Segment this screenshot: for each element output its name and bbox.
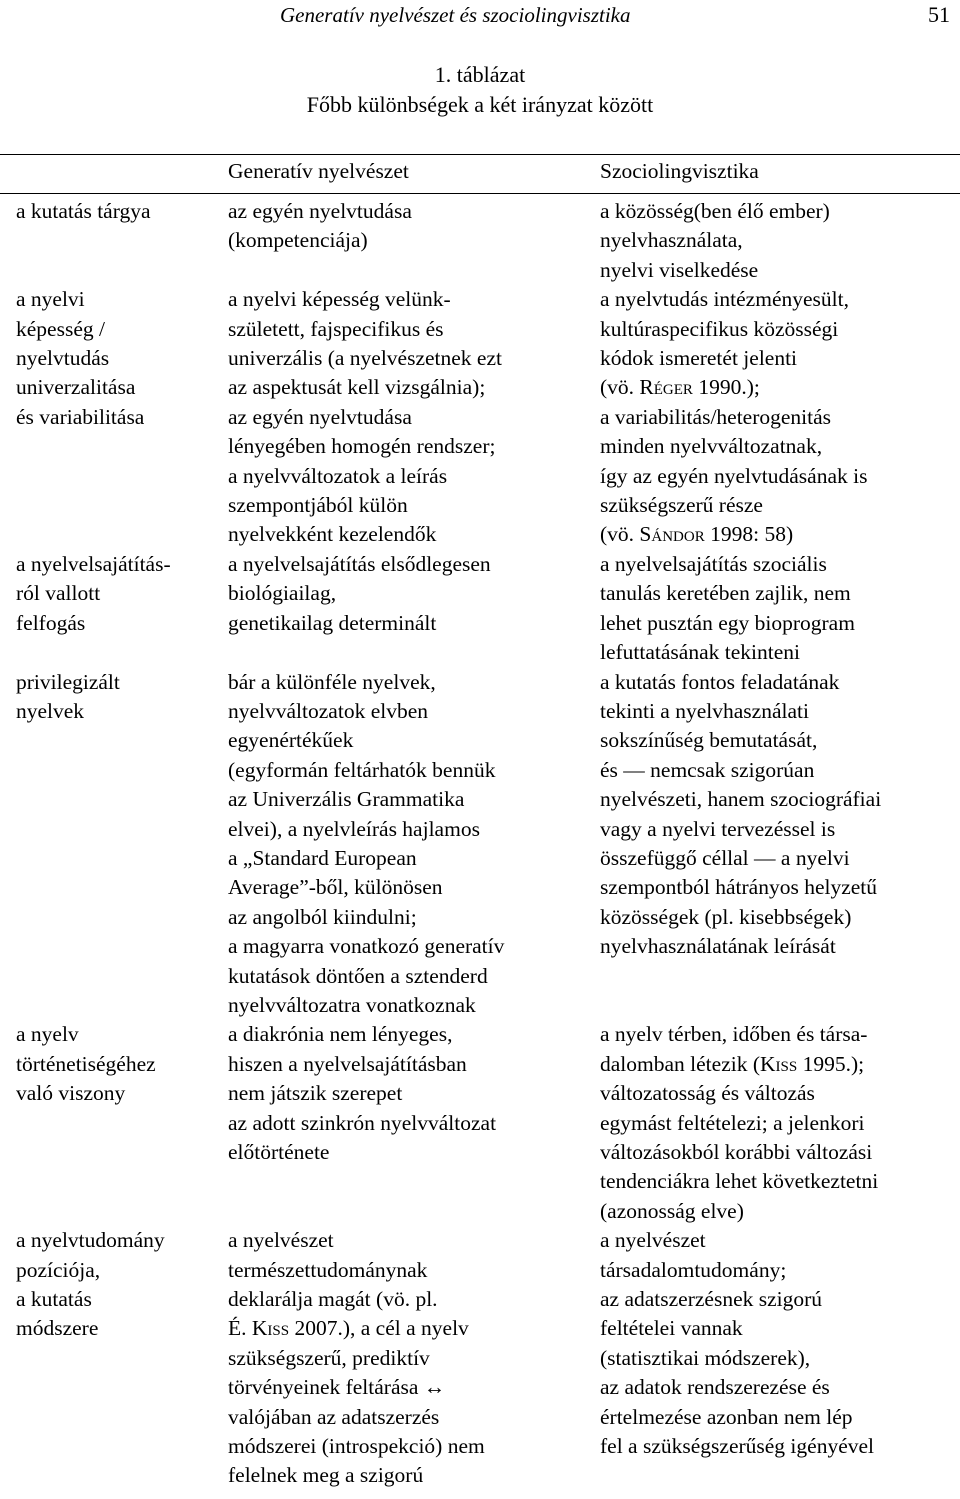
cell-line: nyelvhasználatának leírását [600,934,836,959]
cell-line: a nyelvi [16,287,85,312]
cell-line: a nyelvtudomány [16,1228,165,1253]
cell-line: a nyelvelsajátítás szociális [600,551,827,576]
cell-socio [592,285,960,550]
cell-line: természettudománynak [228,1257,428,1282]
cell-line: É. Kiss 2007.), a cél a nyelv [228,1316,469,1341]
table-caption [0,60,960,120]
table-row [0,285,960,550]
cell-line: dalomban létezik (Kiss 1995.); [600,1051,865,1076]
cell-line: tendenciákra lehet következtetni [600,1169,879,1194]
cell-topic [0,1020,220,1226]
cell-line: a nyelvtudás intézményesült, [600,287,849,312]
cell-line: született, fajspecifikus és [228,316,444,341]
cell-line: tekinti a nyelvhasználati [600,698,809,723]
cell-line: Average”-ből, különösen [228,875,443,900]
cell-line: törvényeinek feltárása ↔ [228,1375,446,1400]
cell-line: a nyelv [16,1022,79,1047]
cell-line: (vö. Sándor 1998: 58) [600,522,794,547]
cell-line: feltételei vannak [600,1316,743,1341]
cell-line: a variabilitás/heterogenitás [600,404,832,429]
cell-generative [220,550,592,668]
cell-line: szükségszerű része [600,493,763,518]
cell-line: összefüggő céllal — a nyelvi [600,845,850,870]
cell-line: kultúraspecifikus közösségi [600,316,839,341]
cell-line: genetikailag determinált [228,610,437,635]
cell-line: felelnek meg a szigorú [228,1463,424,1488]
cell-line: (azonosság elve) [600,1198,744,1223]
cell-line: történetiségéhez [16,1051,156,1076]
cell-line: a nyelvelsajátítás- [16,551,171,576]
cell-line: szempontjából külön [228,493,408,518]
cell-line: és variabilitása [16,404,145,429]
running-header [0,0,960,30]
cell-line: az angolból kiindulni; [228,904,417,929]
cell-line: nyelvtudás [16,346,110,371]
cell-line: elvei), a nyelvleírás hajlamos [228,816,480,841]
cell-line: a magyarra vonatkozó generatív [228,934,505,959]
cell-line: az egyén nyelvtudása [228,404,412,429]
cell-line: nyelvekként kezelendők [228,522,437,547]
cell-line: (kompetenciája) [228,228,368,253]
cell-line: lényegében homogén rendszer; [228,434,496,459]
cell-topic [0,194,220,286]
cell-topic [0,285,220,550]
cell-line: közösségek (pl. kisebbségek) [600,904,852,929]
cell-line: nyelvészeti, hanem szociográfiai [600,787,882,812]
cell-generative [220,285,592,550]
cell-line: (vö. Réger 1990.); [600,375,760,400]
column-header-topic [0,155,220,194]
cell-line: társadalomtudomány; [600,1257,787,1282]
cell-line: értelmezése azonban nem lép [600,1404,853,1429]
cell-line: az adott szinkrón nyelvváltozat [228,1110,497,1135]
cell-line: nyelvi viselkedése [600,257,759,282]
cell-line: minden nyelvváltozatnak, [600,434,823,459]
cell-line: a közösség(ben élő ember) [600,199,830,223]
table-row [0,668,960,1021]
cell-line: változásokból korábbi változási [600,1140,873,1164]
cell-line: a „Standard European [228,845,417,870]
cell-line: a kutatás [16,1287,92,1312]
cell-line: deklarálja magát (vö. pl. [228,1287,438,1312]
cell-line: biológiailag, [228,581,337,606]
cell-generative [220,668,592,1021]
cell-topic [0,668,220,1021]
page-number: 51 [928,2,950,27]
cell-line: a kutatás fontos feladatának [600,669,840,694]
cell-line: szempontból hátrányos helyzetű [600,875,878,900]
cell-line: lehet pusztán egy bioprogram [600,610,855,635]
table-row [0,1020,960,1226]
cell-line: sokszínűség bemutatását, [600,728,818,753]
cell-line: bár a különféle nyelvek, [228,669,436,694]
table-number: 1. táblázat [434,62,526,87]
cell-line: a kutatás tárgya [16,199,151,223]
cell-line: és — nemcsak szigorúan [600,757,815,782]
cell-line: az adatok rendszerezése és [600,1375,830,1400]
cell-line: a nyelv térben, időben és társa- [600,1022,868,1047]
cell-line: (egyformán feltárhatók bennük [228,757,496,782]
cell-line: a nyelvészet [228,1228,334,1253]
cell-line: tanulás keretében zajlik, nem [600,581,851,606]
cell-socio [592,194,960,286]
cell-line: kódok ismeretét jelenti [600,346,798,371]
cell-generative [220,1020,592,1226]
column-header-socio: Szociolingvisztika [592,155,960,194]
cell-line: (statisztikai módszerek), [600,1345,811,1370]
comparison-table [0,154,960,1491]
cell-line: a diakrónia nem lényeges, [228,1022,453,1047]
running-title: Generatív nyelvészet és szociolingvisztika [280,3,631,27]
cell-line: nyelvváltozatok elvben [228,698,428,723]
table-row [0,1226,960,1491]
cell-line: az egyén nyelvtudása [228,199,412,223]
cell-line: így az egyén nyelvtudásának is [600,463,868,488]
cell-generative [220,1226,592,1491]
cell-line: ról vallott [16,581,101,606]
cell-line: a nyelvváltozatok a leírás [228,463,448,488]
cell-line: lefuttatásának tekinteni [600,640,800,665]
table-row [0,194,960,286]
table-row [0,550,960,668]
cell-line: kutatások döntően a sztenderd [228,963,488,988]
cell-line: a nyelvi képesség velünk- [228,287,451,312]
cell-line: valójában az adatszerzés [228,1404,440,1429]
cell-socio [592,668,960,1021]
cell-socio [592,1226,960,1491]
cell-line: univerzális (a nyelvészetnek ezt [228,346,502,371]
cell-line: az adatszerzésnek szigorú [600,1287,823,1312]
cell-topic [0,1226,220,1491]
cell-line: egymást feltételezi; a jelenkori [600,1110,865,1135]
cell-line: nem játszik szerepet [228,1081,403,1106]
cell-line: vagy a nyelvi tervezéssel is [600,816,836,841]
cell-line: az aspektusát kell vizsgálnia); [228,375,486,400]
cell-socio [592,1020,960,1226]
cell-line: egyenértékűek [228,728,354,753]
cell-line: a nyelvészet [600,1228,706,1253]
cell-socio [592,550,960,668]
cell-line: hiszen a nyelvelsajátításban [228,1051,467,1076]
cell-line: nyelvek [16,698,85,723]
cell-line: módszerei (introspekció) nem [228,1434,485,1459]
cell-line: változatosság és változás [600,1081,815,1106]
cell-line: előtörténete [228,1140,330,1164]
cell-line: nyelvváltozatra vonatkoznak [228,992,476,1017]
table-title: Főbb különbségek a két irányzat között [306,92,654,117]
cell-line: pozíciója, [16,1257,101,1282]
cell-generative [220,194,592,286]
cell-line: a nyelvelsajátítás elsődlegesen [228,551,491,576]
cell-line: felfogás [16,610,86,635]
cell-topic [0,550,220,668]
table-header-row [0,155,960,194]
cell-line: módszere [16,1316,99,1341]
cell-line: fel a szükségszerűség igényével [600,1434,875,1459]
cell-line: képesség / [16,316,105,341]
column-header-generative: Generatív nyelvészet [220,155,592,194]
cell-line: univerzalitása [16,375,136,400]
cell-line: nyelvhasználata, [600,228,743,253]
cell-line: az Univerzális Grammatika [228,787,465,812]
cell-line: privilegizált [16,669,120,694]
cell-line: való viszony [16,1081,126,1106]
cell-line: szükségszerű, prediktív [228,1345,430,1370]
